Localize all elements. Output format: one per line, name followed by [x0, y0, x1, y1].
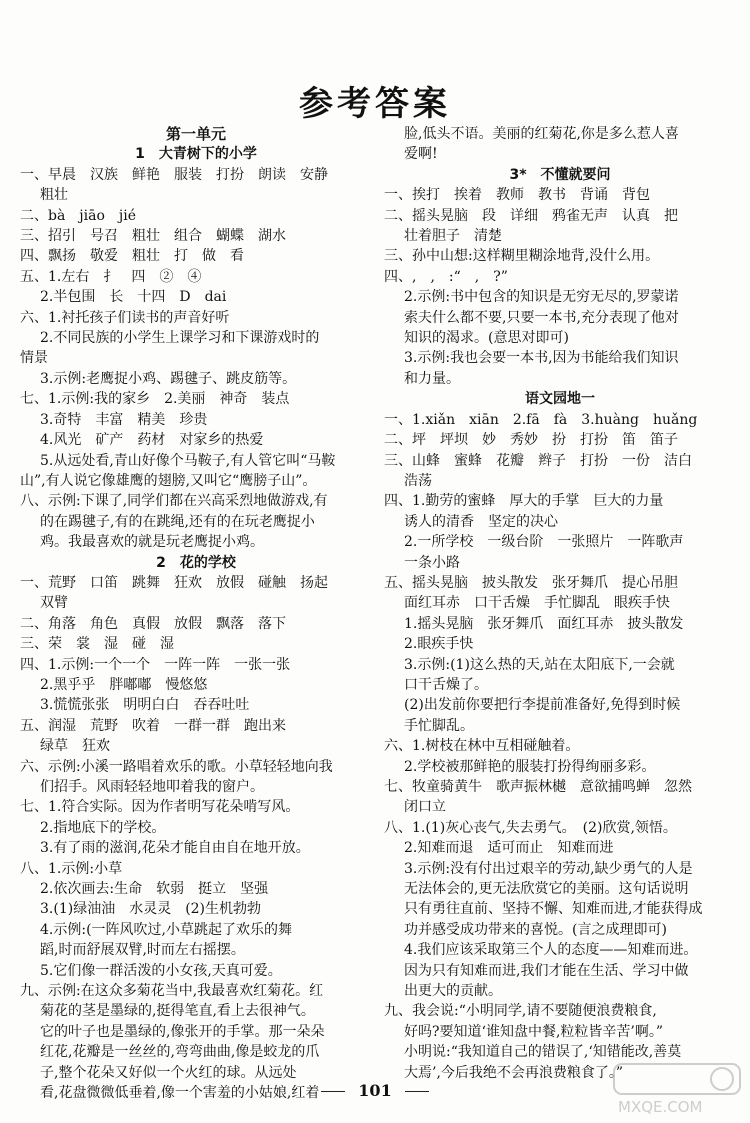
answer-line: 四、, , :“ , ?” [384, 268, 508, 285]
answer-line: 六、1.衬托孩子们读书的声音好听 [20, 309, 230, 326]
answer-line: 七、1.符合实际。因为作者明写花朵啃写风。 [20, 799, 300, 816]
answer-line: 无法体会的,更无法欣赏它的美丽。这句话说明 [404, 881, 689, 898]
answer-line: 闭口立 [404, 799, 446, 816]
answer-line: 二、坪 坪坝 妙 秀妙 扮 打扮 笛 笛子 [384, 432, 678, 449]
answer-line: 七、牧童骑黄牛 歌声振林樾 意欲捕鸣蝉 忽然 [384, 779, 692, 795]
footer-dash-right [405, 1091, 429, 1092]
answer-line: 2.依次画去:生命 软弱 挺立 坚强 [40, 881, 269, 898]
answer-line: 2.半包围 长 十四 D dai [40, 289, 227, 306]
answer-line: 只有勇往直前、坚持不懈、知难而进,才能获得成 [404, 901, 703, 918]
answer-line: 菊花的茎是墨绿的,挺得笔直,看上去很神气。 [40, 1003, 315, 1020]
answer-line: 的在踢毽子,有的在跳绳,还有的在玩老鹰捉小 [40, 513, 315, 530]
answer-line: 2.一所学校 一级台阶 一张照片 一阵歌声 [404, 534, 684, 551]
answer-line: 功并感受成功带来的喜悦。(言之成理即可) [404, 921, 667, 938]
answer-line: 四、飘扬 敬爱 粗壮 打 做 看 [20, 248, 244, 265]
answer-line: 一、荒野 口笛 跳舞 狂欢 放假 碰触 扬起 [20, 574, 328, 591]
answer-line: 一、早晨 汉族 鲜艳 服装 打扮 朗读 安静 [20, 166, 328, 183]
page-title: 参考答案 [299, 84, 451, 124]
answer-line: 五、摇头晃脑 披头散发 张牙舞爪 提心吊胆 [384, 574, 678, 591]
answer-line: 2.示例:书中包含的知识是无穷无尽的,罗蒙诺 [404, 289, 679, 306]
answer-line: 八、示例:下课了,同学们都在兴高采烈地做游戏,有 [20, 493, 328, 510]
answer-line: (2)出发前你要把行李提前准备好,免得到时候 [404, 697, 681, 714]
answer-line: 3.示例:我也会要一本书,因为书能给我们知识 [404, 350, 679, 367]
answer-line: 知识的渴求。(意思对即可) [404, 330, 569, 347]
answer-line: 2.不同民族的小学生上课学习和下课游戏时的 [40, 330, 320, 347]
footer-dash-left [321, 1091, 345, 1092]
answer-line: 面红耳赤 口干舌燥 手忙脚乱 眼疾手快 [404, 595, 670, 612]
answer-line: 八、1.(1)灰心丧气,失去勇气。 (2)欣赏,领悟。 [384, 819, 677, 836]
answer-line: 大焉’,今后我绝不会再浪费粮食了。” [404, 1064, 624, 1081]
answer-line: 粗壮 [40, 187, 68, 204]
answer-line: 壮着胆子 清楚 [404, 228, 502, 245]
answer-line: 索夫什么都不要,只要一本书,充分表现了他对 [404, 309, 679, 326]
answer-line: 出更大的贡献。 [404, 983, 502, 1000]
answer-line: 1.摇头晃脑 张牙舞爪 面红耳赤 披头散发 [404, 615, 684, 632]
answer-line: 一、1.xiǎn xiān 2.fā fà 3.huàng huǎng [384, 411, 698, 428]
answer-line: 八、1.示例:小草 [20, 860, 123, 877]
answer-line: 三、山蜂 蜜蜂 花瓣 辫子 打扮 一份 洁白 [384, 452, 692, 469]
answer-line: 4.我们应该采取第三个人的态度——知难而进。 [404, 942, 698, 959]
answer-line: 一、挨打 挨着 教师 教书 背诵 背包 [384, 187, 650, 204]
answer-column-left [20, 124, 372, 1104]
answer-line: 和力量。 [404, 370, 460, 387]
answer-line: 六、示例:小溪一路唱着欢乐的歌。小草轻轻地向我 [20, 758, 333, 775]
answer-line: 2.指地底下的学校。 [40, 819, 166, 836]
answer-line: 情景 [20, 350, 48, 367]
answer-line: 鸡。我最喜欢的就是玩老鹰捉小鸡。 [40, 534, 264, 551]
answer-column-right [384, 124, 736, 1083]
answer-line: 浩荡 [404, 472, 432, 489]
answer-line: 2.眼疾手快 [404, 636, 474, 653]
answer-line: 爱啊! [404, 146, 438, 163]
answer-line: 三、招引 号召 粗壮 组合 蝴蝶 湖水 [20, 228, 286, 245]
answer-line: 3.慌慌张张 明明白白 吞吞吐吐 [40, 697, 250, 714]
answer-line: 脸,低头不语。美丽的红菊花,你是多么惹人喜 [404, 126, 679, 142]
answer-line: 2.黑乎乎 胖嘟嘟 慢悠悠 [40, 676, 208, 693]
answer-line: 五、1.左右 扌 四 ② ④ [20, 268, 202, 285]
answer-line: 绿草 狂欢 [40, 738, 110, 755]
answer-line: 3.示例:(1)这么热的天,站在太阳底下,一会就 [404, 656, 675, 673]
answer-line: 4.风光 矿产 药材 对家乡的热爱 [40, 432, 264, 449]
answer-line: 双臂 [40, 595, 68, 612]
answer-line: 九、我会说:“小明同学,请不要随便浪费粮食, [384, 1003, 657, 1020]
answer-line: 三、孙中山想:这样糊里糊涂地背,没什么用。 [384, 248, 660, 265]
answer-line: 一条小路 [404, 554, 460, 571]
answer-line: 3.(1)绿油油 水灵灵 (2)生机勃勃 [40, 901, 262, 918]
answer-line: 六、1.树枝在林中互相碰触着。 [384, 738, 580, 755]
answer-line: 3.有了雨的滋润,花朵才能自由自在地开放。 [40, 840, 310, 857]
answer-line: 手忙脚乱。 [404, 717, 474, 734]
watermark-logo [612, 1060, 742, 1116]
answer-line: 五、润湿 荒野 吹着 一群一群 跑出来 [20, 717, 286, 734]
answer-line: 四、1.示例:一个一个 一阵一阵 一张一张 [20, 656, 291, 673]
answer-line: 它的叶子也是墨绿的,像张开的手掌。那一朵朵 [40, 1023, 325, 1040]
answer-line: 2.学校被那鲜艳的服装打扮得绚丽多彩。 [404, 758, 656, 775]
section-heading: 语文园地一 [525, 391, 595, 408]
page-number: 101 [358, 1081, 392, 1100]
section-heading: 3* 不懂就要问 [509, 166, 611, 183]
answer-line: 5.从远处看,青山好像个马鞍子,有人管它叫“马鞍 [40, 452, 336, 469]
answer-line: 山”,有人说它像雄鹰的翅膀,又叫它“鹰膀子山”。 [20, 472, 317, 489]
answer-line: 们招手。风雨轻轻地叩着我的窗户。 [40, 779, 264, 795]
answer-line: 蹈,时而舒展双臂,时而左右摇摆。 [40, 942, 245, 959]
answer-line: 好吗?要知道‘谁知盘中餐,粒粒皆辛苦’啊。” [404, 1023, 664, 1040]
answer-line: 四、1.勤劳的蜜蜂 厚大的手掌 巨大的力量 [384, 493, 664, 510]
answer-line: 二、角落 角色 真假 放假 飘落 落下 [20, 615, 286, 632]
answer-line: 3.示例:没有付出过艰辛的劳动,缺少勇气的人是 [404, 860, 693, 877]
answer-line: 二、摇头晃脑 段 详细 鸦雀无声 认真 把 [384, 207, 678, 224]
answer-line: 看,花盘微微低垂着,像一个害羞的小姑娘,红着 [40, 1085, 320, 1102]
answer-line: 2.知难而退 适可而止 知难而进 [404, 840, 614, 857]
answer-line: 子,整个花朵又好似一个火红的球。从远处 [40, 1064, 297, 1081]
answer-line: 口干舌燥了。 [404, 676, 488, 693]
answer-line: 小明说:“我知道自己的错误了,‘知错能改,善莫 [404, 1044, 682, 1061]
answer-line: 三、荣 裳 湿 碰 湿 [20, 636, 174, 653]
answer-line: 3.奇特 丰富 精美 珍贵 [40, 411, 208, 428]
watermark-text: MXQE.COM [618, 1098, 703, 1116]
answer-line: 九、示例:在这众多菊花当中,我最喜欢红菊花。红 [20, 983, 324, 1000]
answer-line: 二、bà jiāo jié [20, 207, 137, 224]
answer-line: 4.示例:(一阵风吹过,小草跳起了欢乐的舞 [40, 921, 292, 938]
answer-line: 七、1.示例:我的家乡 2.美丽 神奇 装点 [20, 391, 290, 408]
answer-line: 因为只有知难而进,我们才能在生活、学习中做 [404, 962, 689, 979]
answer-line: 诱人的清香 坚定的决心 [404, 513, 558, 530]
answer-line: 红花,花瓣是一丝丝的,弯弯曲曲,像是蛟龙的爪 [40, 1044, 320, 1061]
answer-line: 5.它们像一群活泼的小女孩,天真可爱。 [40, 962, 282, 979]
section-heading: 第一单元 [165, 125, 226, 143]
section-heading: 1 大青树下的小学 [135, 146, 257, 163]
section-heading: 2 花的学校 [156, 554, 236, 571]
answer-line: 3.示例:老鹰捉小鸡、踢毽子、跳皮筋等。 [40, 370, 297, 387]
